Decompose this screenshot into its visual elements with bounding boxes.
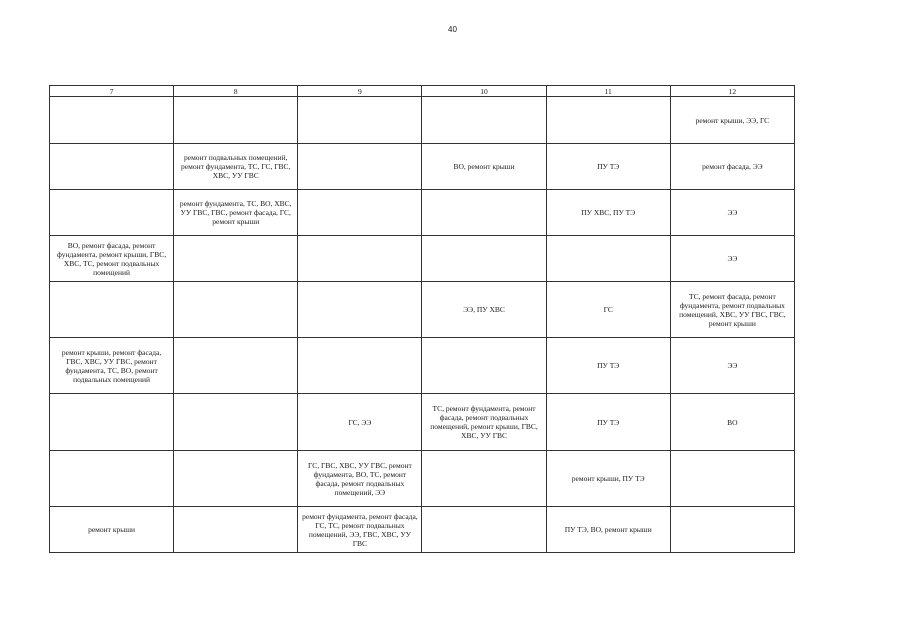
table-cell [298,190,422,236]
table-cell: ремонт крыши, ЭЭ, ГС [670,97,794,144]
table-cell: ТС, ремонт фасада, ремонт фундамента, ремонт подвальных помещений, ХВС, УУ ГВС, ГВС, ремонт крыши [670,282,794,338]
table-cell: ГС, ГВС, ХВС, УУ ГВС, ремонт фундамента, ВО, ТС, ремонт фасада, ремонт подвальных помещений, ЭЭ [298,451,422,507]
table-row [50,236,795,282]
table-cell [174,451,298,507]
table-cell: ЭЭ [670,190,794,236]
table-cell: ГС, ЭЭ [298,394,422,451]
table-row [50,507,795,553]
table-cell [298,144,422,190]
table-cell [298,338,422,394]
table-cell: ремонт крыши [50,507,174,553]
table-cell [298,236,422,282]
table-cell [422,507,546,553]
table-cell: ПУ ТЭ [546,338,670,394]
table-cell [50,282,174,338]
table-row [50,97,795,144]
table-cell: ГС [546,282,670,338]
table-row [50,144,795,190]
table-cell [546,97,670,144]
table-cell [298,282,422,338]
table-cell: ЭЭ [670,236,794,282]
table-header-row [50,86,795,97]
table-cell: ремонт фундамента, ремонт фасада, ГС, ТС, ремонт подвальных помещений, ЭЭ, ГВС, ХВС, УУ ГВС [298,507,422,553]
table-cell [422,97,546,144]
table-cell: ремонт подвальных помещений, ремонт фундамента, ТС, ГС, ГВС, ХВС, УУ ГВС [174,144,298,190]
table-cell: ремонт крыши, ПУ ТЭ [546,451,670,507]
column-header-9: 9 [298,86,422,97]
table-row [50,282,795,338]
table-cell [298,97,422,144]
column-header-11: 11 [546,86,670,97]
table-cell: ВО, ремонт крыши [422,144,546,190]
table-cell [174,282,298,338]
column-header-7: 7 [50,86,174,97]
table-row [50,338,795,394]
table-cell [174,394,298,451]
table-cell: ЭЭ, ПУ ХВС [422,282,546,338]
table-cell: ПУ ХВС, ПУ ТЭ [546,190,670,236]
table-cell [50,394,174,451]
table-cell [422,338,546,394]
table-cell [670,451,794,507]
table-row [50,394,795,451]
works-table [49,85,795,553]
column-header-10: 10 [422,86,546,97]
table-cell [174,507,298,553]
table-cell: ВО, ремонт фасада, ремонт фундамента, ремонт крыши, ГВС, ХВС, ТС, ремонт подвальных помещений [50,236,174,282]
table-cell [670,507,794,553]
table-cell: ПУ ТЭ [546,144,670,190]
table-cell: ремонт крыши, ремонт фасада, ГВС, ХВС, УУ ГВС, ремонт фундамента, ТС, ВО, ремонт подвальных помещений [50,338,174,394]
column-header-8: 8 [174,86,298,97]
table-cell: ЭЭ [670,338,794,394]
table-cell [422,236,546,282]
table-cell: ПУ ТЭ [546,394,670,451]
column-header-12: 12 [670,86,794,97]
table-cell [174,97,298,144]
table-row [50,451,795,507]
table-cell: ПУ ТЭ, ВО, ремонт крыши [546,507,670,553]
table-cell: ремонт фасада, ЭЭ [670,144,794,190]
table-cell [546,236,670,282]
table-row [50,190,795,236]
page-number: 40 [448,25,457,34]
table-cell: ремонт фундамента, ТС, ВО, ХВС, УУ ГВС, ГВС, ремонт фасада, ГС, ремонт крыши [174,190,298,236]
table-cell [50,190,174,236]
table-cell: ТС, ремонт фундамента, ремонт фасада, ремонт подвальных помещений, ремонт крыши, ГВС, ХВС, УУ ГВС [422,394,546,451]
table-cell: ВО [670,394,794,451]
table-cell [50,451,174,507]
table-cell [422,451,546,507]
table-cell [174,236,298,282]
table-cell [50,144,174,190]
table-cell [174,338,298,394]
table-cell [422,190,546,236]
table-cell [50,97,174,144]
